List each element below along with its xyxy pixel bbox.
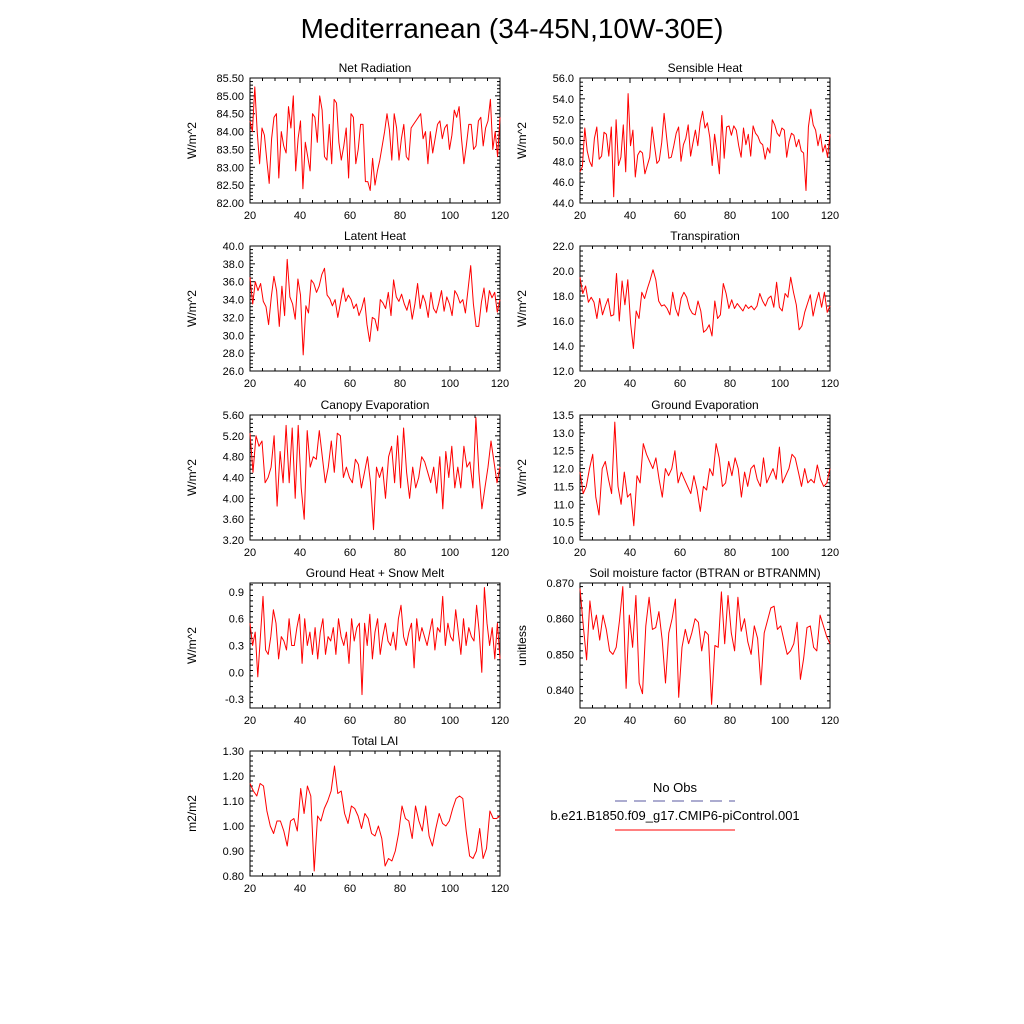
- y-tick-label: 13.0: [552, 427, 574, 440]
- y-tick-label: 5.20: [222, 430, 244, 443]
- y-tick-label: 50.0: [552, 135, 574, 148]
- x-tick-label: 20: [243, 715, 257, 727]
- x-tick-label: 120: [820, 210, 840, 222]
- x-tick-label: 20: [573, 210, 587, 222]
- x-tick-label: 100: [770, 378, 790, 390]
- y-tick-label: 0.3: [228, 640, 244, 653]
- x-tick-label: 80: [393, 883, 407, 895]
- x-tick-label: 40: [293, 715, 307, 727]
- panel-total-lai: [185, 734, 509, 895]
- x-tick-label: 20: [573, 547, 587, 559]
- y-tick-label: 14.0: [552, 341, 574, 353]
- panel-title: Net Radiation: [338, 61, 412, 75]
- plot-frame: [580, 246, 830, 371]
- panel-latent-heat: [185, 229, 509, 390]
- y-tick-label: 0.0: [228, 667, 244, 680]
- x-tick-label: 80: [393, 547, 407, 559]
- series-line: [250, 418, 500, 530]
- panel-title: Canopy Evaporation: [320, 398, 430, 412]
- panel-title: Ground Evaporation: [651, 398, 759, 412]
- x-tick-label: 40: [293, 210, 307, 222]
- x-tick-label: 40: [293, 378, 307, 390]
- panel-transpiration: [515, 229, 839, 390]
- x-tick-label: 120: [820, 378, 840, 390]
- x-tick-label: 20: [243, 378, 257, 390]
- y-tick-label: 10.5: [552, 517, 574, 530]
- x-tick-label: 120: [490, 210, 510, 222]
- y-tick-label: 4.40: [222, 472, 244, 485]
- panel-title: Sensible Heat: [667, 61, 743, 75]
- page-title: Mediterranean (34-45N,10W-30E): [300, 13, 724, 44]
- y-axis-label: W/m^2: [185, 627, 199, 664]
- y-axis-label: W/m^2: [515, 122, 529, 159]
- y-tick-label: 4.80: [222, 451, 244, 464]
- panel-ground-evaporation: [515, 398, 839, 559]
- y-tick-label: 52.0: [552, 114, 574, 127]
- x-tick-label: 40: [623, 547, 637, 559]
- y-tick-label: 0.90: [222, 846, 244, 858]
- y-axis-label: W/m^2: [515, 459, 529, 496]
- legend-obs-label: No Obs: [652, 780, 698, 795]
- y-tick-label: 36.0: [222, 276, 244, 289]
- y-tick-label: 1.20: [222, 771, 244, 783]
- y-tick-label: -0.3: [225, 694, 244, 707]
- plot-frame: [250, 415, 500, 540]
- series-line: [580, 587, 830, 705]
- x-tick-label: 80: [393, 210, 407, 222]
- series-line: [250, 259, 500, 355]
- x-tick-label: 80: [723, 378, 737, 390]
- y-tick-label: 40.0: [222, 241, 244, 253]
- panel-title: Latent Heat: [343, 229, 407, 243]
- y-tick-label: 4.00: [222, 493, 244, 506]
- panel-title: Total LAI: [351, 734, 399, 748]
- y-tick-label: 1.30: [222, 746, 244, 758]
- y-tick-label: 30.0: [222, 330, 244, 343]
- x-tick-label: 100: [770, 547, 790, 559]
- series-line: [580, 94, 830, 197]
- y-tick-label: 0.860: [546, 613, 574, 626]
- x-tick-label: 40: [293, 883, 307, 895]
- panel-canopy-evaporation: [185, 398, 509, 559]
- x-tick-label: 80: [723, 715, 737, 727]
- series-line: [580, 422, 830, 526]
- plot-frame: [250, 751, 500, 876]
- y-tick-label: 16.0: [552, 316, 574, 328]
- x-tick-label: 40: [623, 210, 637, 222]
- y-tick-label: 34.0: [222, 294, 244, 307]
- y-tick-label: 10.0: [552, 535, 574, 547]
- x-tick-label: 40: [623, 715, 637, 727]
- x-tick-label: 100: [440, 378, 460, 390]
- x-tick-label: 100: [440, 883, 460, 895]
- x-tick-label: 60: [673, 378, 687, 390]
- x-tick-label: 100: [440, 210, 460, 222]
- x-tick-label: 60: [343, 715, 357, 727]
- y-axis-label: W/m^2: [185, 122, 199, 159]
- x-tick-label: 120: [490, 883, 510, 895]
- series-line: [250, 588, 500, 695]
- x-tick-label: 20: [243, 883, 257, 895]
- x-tick-label: 100: [770, 715, 790, 727]
- y-tick-label: 56.0: [552, 73, 574, 85]
- y-tick-label: 83.50: [216, 144, 244, 157]
- x-tick-label: 60: [673, 547, 687, 559]
- y-tick-label: 20.0: [552, 266, 574, 278]
- y-tick-label: 12.0: [552, 366, 574, 378]
- x-tick-label: 20: [573, 715, 587, 727]
- panel-title: Soil moisture factor (BTRAN or BTRANMN): [589, 566, 821, 580]
- y-tick-label: 11.5: [553, 481, 574, 494]
- y-tick-label: 1.00: [222, 821, 244, 833]
- y-axis-label: W/m^2: [185, 290, 199, 327]
- y-axis-label: unitless: [515, 625, 529, 666]
- y-tick-label: 11.0: [553, 499, 574, 512]
- plot-frame: [250, 583, 500, 708]
- x-tick-label: 100: [770, 210, 790, 222]
- panel-ground-heat-snow-melt: [185, 566, 509, 727]
- y-tick-label: 26.0: [222, 366, 244, 378]
- y-tick-label: 85.00: [216, 90, 244, 103]
- y-tick-label: 22.0: [552, 241, 574, 253]
- x-tick-label: 20: [243, 547, 257, 559]
- y-tick-label: 38.0: [222, 258, 244, 271]
- x-tick-label: 40: [623, 378, 637, 390]
- x-tick-label: 80: [723, 210, 737, 222]
- y-tick-label: 3.20: [222, 535, 244, 547]
- x-tick-label: 120: [490, 715, 510, 727]
- y-tick-label: 84.50: [216, 108, 244, 121]
- y-tick-label: 44.0: [552, 198, 574, 210]
- y-tick-label: 3.60: [222, 514, 244, 527]
- y-tick-label: 0.9: [228, 586, 244, 599]
- x-tick-label: 100: [440, 715, 460, 727]
- y-tick-label: 84.00: [216, 126, 244, 139]
- panel-title: Ground Heat + Snow Melt: [305, 566, 445, 580]
- y-tick-label: 0.870: [546, 578, 574, 590]
- y-tick-label: 12.5: [552, 445, 574, 458]
- panel-sensible-heat: [515, 61, 839, 222]
- y-tick-label: 18.0: [552, 291, 574, 303]
- y-tick-label: 0.840: [546, 685, 574, 698]
- y-tick-label: 46.0: [552, 177, 574, 190]
- y-tick-label: 32.0: [222, 312, 244, 325]
- y-tick-label: 12.0: [552, 463, 574, 476]
- y-tick-label: 28.0: [222, 348, 244, 361]
- x-tick-label: 40: [293, 547, 307, 559]
- y-tick-label: 85.50: [216, 73, 244, 85]
- x-tick-label: 60: [343, 378, 357, 390]
- y-tick-label: 0.80: [222, 871, 244, 883]
- x-tick-label: 60: [673, 210, 687, 222]
- x-tick-label: 60: [343, 210, 357, 222]
- legend-case-label: b.e21.B1850.f09_g17.CMIP6-piControl.001: [550, 808, 800, 823]
- x-tick-label: 60: [343, 547, 357, 559]
- series-line: [580, 270, 830, 349]
- y-tick-label: 1.10: [222, 796, 244, 808]
- x-tick-label: 80: [723, 547, 737, 559]
- x-tick-label: 60: [343, 883, 357, 895]
- x-tick-label: 120: [820, 715, 840, 727]
- x-tick-label: 120: [490, 547, 510, 559]
- series-line: [250, 87, 500, 191]
- series-line: [250, 766, 500, 871]
- y-axis-label: W/m^2: [185, 459, 199, 496]
- y-tick-label: 0.850: [546, 649, 574, 662]
- x-tick-label: 20: [573, 378, 587, 390]
- x-tick-label: 80: [393, 378, 407, 390]
- y-axis-label: W/m^2: [515, 290, 529, 327]
- y-axis-label: m2/m2: [185, 795, 199, 832]
- x-tick-label: 60: [673, 715, 687, 727]
- y-tick-label: 48.0: [552, 156, 574, 169]
- x-tick-label: 120: [490, 378, 510, 390]
- y-tick-label: 0.6: [228, 613, 244, 626]
- x-tick-label: 80: [393, 715, 407, 727]
- y-tick-label: 82.50: [216, 180, 244, 193]
- y-tick-label: 54.0: [552, 93, 574, 106]
- y-tick-label: 13.5: [552, 410, 574, 422]
- panel-net-radiation: [185, 61, 509, 222]
- y-tick-label: 82.00: [216, 198, 244, 210]
- x-tick-label: 20: [243, 210, 257, 222]
- y-tick-label: 83.00: [216, 162, 244, 175]
- x-tick-label: 120: [820, 547, 840, 559]
- x-tick-label: 100: [440, 547, 460, 559]
- y-tick-label: 5.60: [222, 410, 244, 422]
- panel-title: Transpiration: [670, 229, 740, 243]
- panel-soil-moisture-factor-btran-or-btranmn: [515, 566, 839, 727]
